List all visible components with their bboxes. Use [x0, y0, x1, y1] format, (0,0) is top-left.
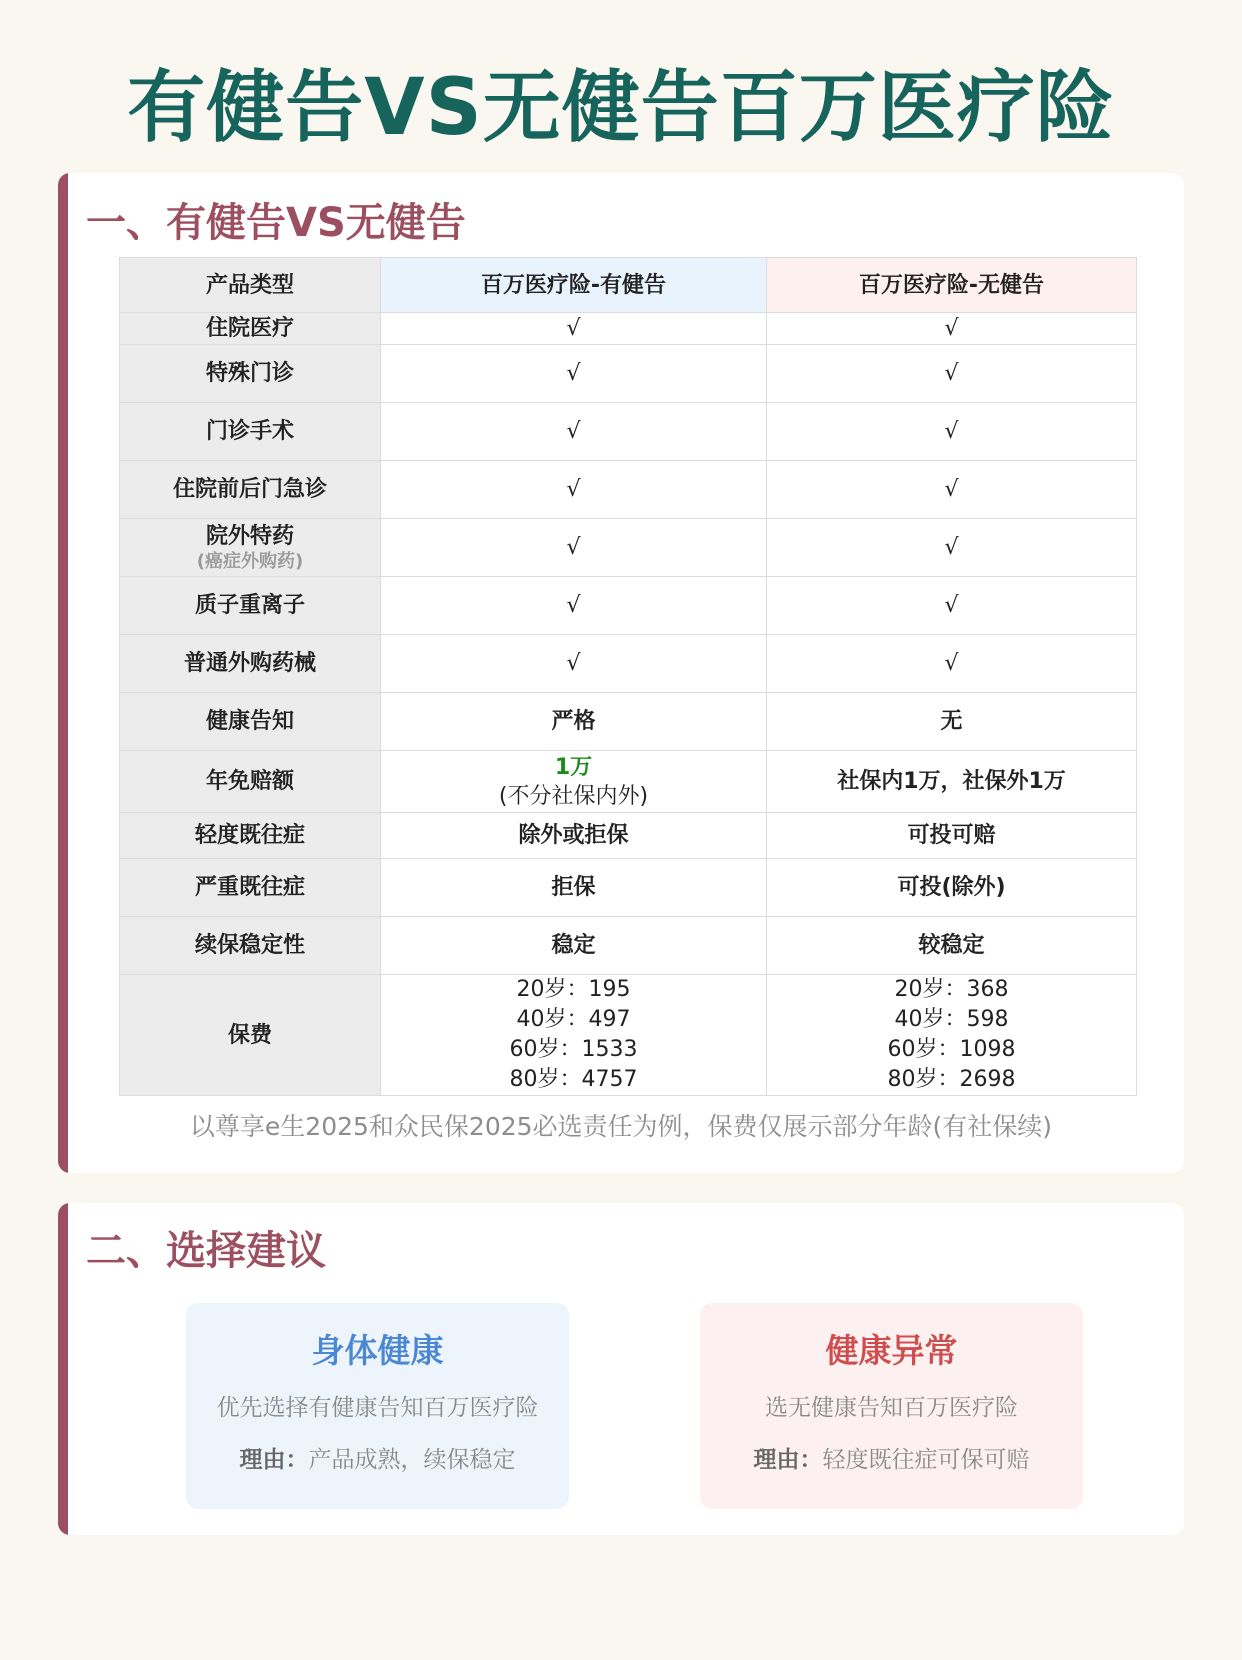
row-label: 院外特药 — [205, 524, 294, 549]
page-title: 有健告VS无健告百万医疗险 — [127, 63, 1115, 153]
cell-without: √ — [767, 635, 1137, 693]
table-header-row — [120, 258, 1137, 313]
advice-reason-text: 产品成熟，续保稳定 — [308, 1447, 516, 1473]
advice-healthy — [186, 1303, 569, 1509]
advice-title: 身体健康 — [311, 1331, 444, 1370]
advice-reason-label: 理由： — [753, 1447, 823, 1473]
cell-without: 较稳定 — [767, 917, 1137, 975]
cell-with: √ — [381, 313, 767, 345]
table-row — [120, 859, 1137, 917]
table-footnote: 以尊享e生2025和众民保2025必选责任为例，保费仅展示部分年龄(有社保续) — [189, 1112, 1053, 1141]
table-row — [120, 577, 1137, 635]
row-label: 保费 — [120, 975, 381, 1096]
section-title-advice: 二、选择建议 — [86, 1228, 326, 1274]
table-row — [120, 519, 1137, 577]
cell-with: √ — [381, 403, 767, 461]
cell-without: 可投可赔 — [767, 813, 1137, 859]
row-label: 门诊手术 — [120, 403, 381, 461]
cell-with: 严格 — [381, 693, 767, 751]
comparison-card — [58, 173, 1184, 1173]
advice-card — [58, 1203, 1184, 1535]
cell-premium-without — [767, 975, 1137, 1096]
cell-without: √ — [767, 403, 1137, 461]
row-label-with-note — [120, 519, 381, 577]
table-row — [120, 813, 1137, 859]
advice-description: 选无健康告知百万医疗险 — [765, 1395, 1018, 1421]
row-label: 严重既往症 — [120, 859, 381, 917]
advice-reason — [186, 1443, 569, 1477]
advice-title: 健康异常 — [825, 1331, 958, 1370]
cell-with: 除外或拒保 — [381, 813, 767, 859]
header-without-health-notice: 百万医疗险-无健告 — [767, 258, 1137, 313]
cell-without: √ — [767, 461, 1137, 519]
cell-with: √ — [381, 519, 767, 577]
row-label: 质子重离子 — [120, 577, 381, 635]
cell-without: √ — [767, 577, 1137, 635]
advice-reason-label: 理由： — [239, 1447, 309, 1473]
premium-line: 60岁：1098 — [887, 1037, 1016, 1062]
table-row — [120, 461, 1137, 519]
row-label: 普通外购药械 — [120, 635, 381, 693]
row-label: 住院前后门急诊 — [120, 461, 381, 519]
cell-without: √ — [767, 519, 1137, 577]
header-with-health-notice: 百万医疗险-有健告 — [381, 258, 767, 313]
advice-description: 优先选择有健康告知百万医疗险 — [216, 1395, 539, 1421]
premium-line: 60岁：1533 — [509, 1037, 638, 1062]
row-label: 续保稳定性 — [120, 917, 381, 975]
table-row — [120, 313, 1137, 345]
advice-reason — [700, 1443, 1083, 1477]
cell-with: √ — [381, 461, 767, 519]
table-row — [120, 917, 1137, 975]
cell-without: 社保内1万，社保外1万 — [767, 751, 1137, 813]
cell-with: √ — [381, 577, 767, 635]
row-label: 轻度既往症 — [120, 813, 381, 859]
cell-without: √ — [767, 345, 1137, 403]
advice-reason-text: 轻度既往症可保可赔 — [822, 1447, 1030, 1473]
premium-line: 40岁：598 — [894, 1007, 1009, 1032]
cell-with: 稳定 — [381, 917, 767, 975]
cell-with-stack — [381, 751, 767, 813]
comparison-table — [119, 257, 1137, 1096]
premium-line: 80岁：4757 — [509, 1067, 638, 1092]
row-label: 健康告知 — [120, 693, 381, 751]
cell-without: 可投(除外) — [767, 859, 1137, 917]
cell-premium-with — [381, 975, 767, 1096]
row-label: 年免赔额 — [120, 751, 381, 813]
cell-without: 无 — [767, 693, 1137, 751]
cell-with-note: (不分社保内外) — [498, 783, 649, 809]
table-row — [120, 403, 1137, 461]
premium-line: 80岁：2698 — [887, 1067, 1016, 1092]
cell-with: 1万 — [554, 754, 593, 780]
table-row-premium — [120, 975, 1137, 1096]
row-label-note: (癌症外购药) — [196, 551, 304, 572]
advice-abnormal — [700, 1303, 1083, 1509]
row-label: 住院医疗 — [120, 313, 381, 345]
cell-with: √ — [381, 345, 767, 403]
premium-line: 40岁：497 — [516, 1007, 631, 1032]
header-product-type: 产品类型 — [120, 258, 381, 313]
premium-line: 20岁：195 — [516, 977, 631, 1002]
table-row — [120, 635, 1137, 693]
table-row — [120, 751, 1137, 813]
cell-with: 拒保 — [381, 859, 767, 917]
row-label: 特殊门诊 — [120, 345, 381, 403]
cell-with: √ — [381, 635, 767, 693]
section-title-comparison: 一、有健告VS无健告 — [86, 200, 466, 246]
table-row — [120, 345, 1137, 403]
cell-without: √ — [767, 313, 1137, 345]
premium-line: 20岁：368 — [894, 977, 1009, 1002]
table-row — [120, 693, 1137, 751]
